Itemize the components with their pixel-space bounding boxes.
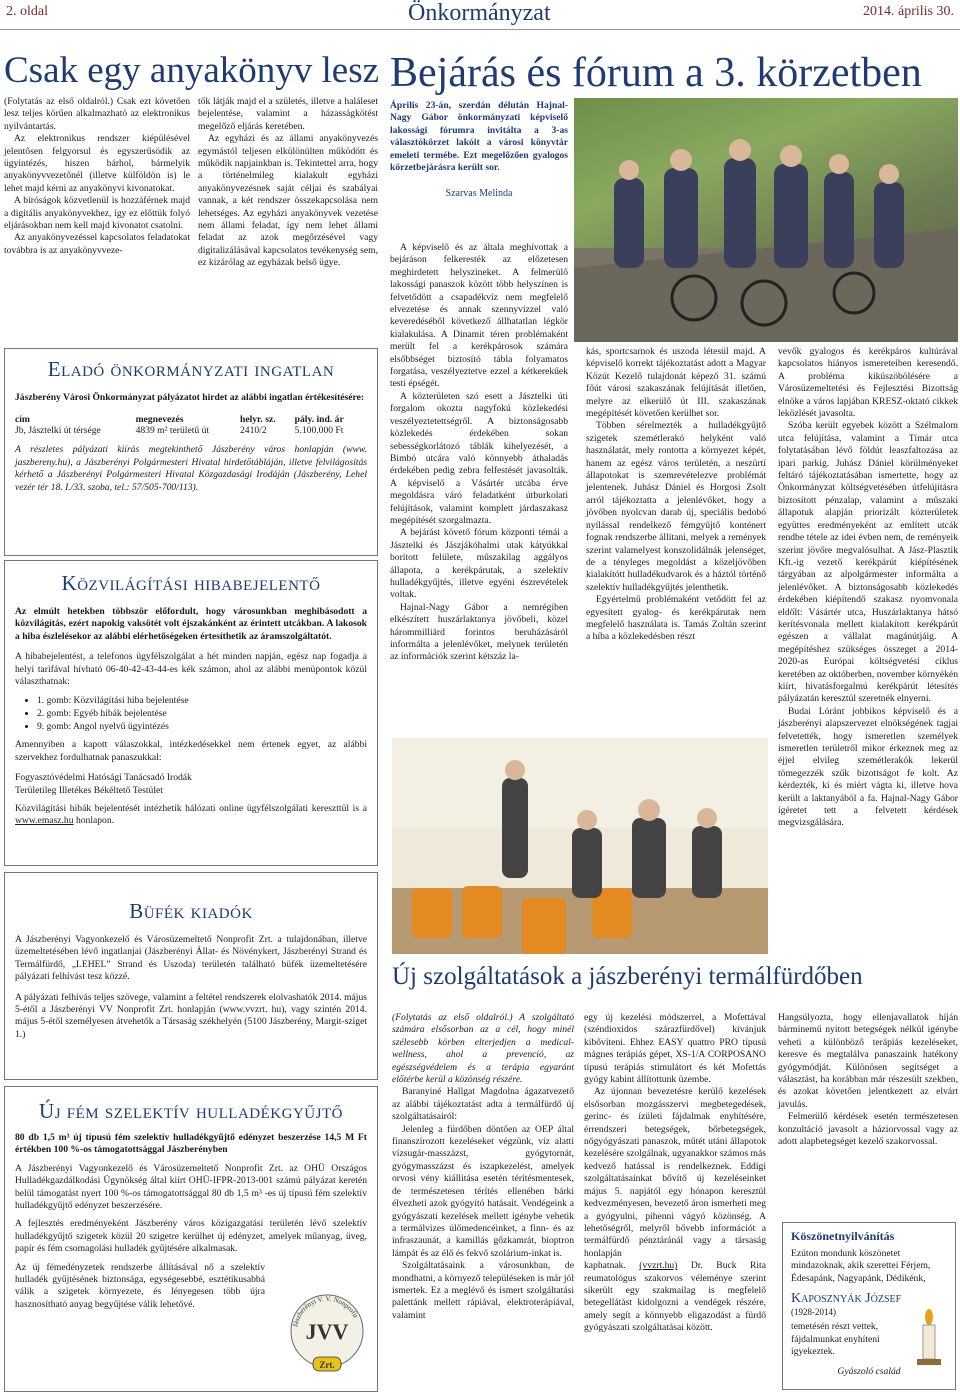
col-cim: cím <box>15 414 30 426</box>
bejaras-p7: Egyértelmű problémaként vetődött fel az egyesített gyalog- és kerékpárutak nem megfelelő használata is. Tamás Zoltán szerint a híba a közlekedésben részt <box>586 594 766 643</box>
gyujto-title: Új fém szelektív hulladékgyűjtő <box>39 1099 343 1123</box>
col-ar: pály. ind. ár <box>294 414 344 426</box>
jvv-logo-zrt: Zrt. <box>319 1360 335 1370</box>
gyujto-p2: A fejlesztés eredményeként Jászberény város közigazgatási területén lévő szelektív hulladékgyűjtő szigetek közül 20 szigetre kerülhet új edényzet, amelyek műanyag, üveg, papír és fém csomagolási hulladék gyűjtésére alkalmasak. <box>15 1218 367 1255</box>
anyakonyv-p2: Az elektronikus rendszer kiépülésével jelentősen felgyorsul és egyszerűsödik az ügyintézés, hiszen bárhol, bármelyik anyakönyvvezetőnél (illetve külföldön is) le lehet majd kérni az anyakönyvi kivonatokat. <box>4 133 190 194</box>
koszonet-box <box>782 1222 956 1390</box>
termal-p2: Baranyiné Hallgat Magdolna ágazatvezető az alábbi tájékoztatást adta a termálfürdő új szolgáltatásairól: <box>392 1086 574 1123</box>
list-item: • 1. gomb: Közvilágítási hiba bejelentése <box>37 694 367 707</box>
bejaras-p2: A közterületen szó esett a Jásztelki úti forgalom okozta nagyfokú közlekedési veszélyeztetettségről. A biztonságosabb közlekedés érdekében sokan sebességkorlátozó táblák kihelyezését, a Bimbó utcára való könnyebb áthaladás érdekében pedig zebra felfestését javasolták. A képviselő a Vásártér utcába érve megoldásra váró feladatként útburkolati felújítások, valamint komplett járdaszakasz megépítését szorgalmazta. <box>390 390 568 526</box>
anyakonyv-col1 <box>4 96 190 257</box>
bufek-title: Büfék kiadók <box>129 899 253 923</box>
termal-p8: Hangsúlyozta, hogy ellenjavallatok híján bárminemű nyitott betegségek nélkül igénybe veheti a különböző terápiás kezeléseket, keresve és megtalálva panaszaink hatékony gyógymódját. Különösen segítséget a választást, ha korábban már részesült szekben, és azokat követően jelentkezett az elvárt javulás. <box>778 1012 958 1110</box>
gyujto-p3: Az új fémedényzetek rendszerbe állításával nő a szelektív hulladék gyűjtésének biztonsága, egységesebbé, esztétikusabbá válik a szigetek környezete, és lényegesen több újra hasznosítható anyag begyűjtése válik lehetővé. <box>15 1261 265 1310</box>
koszonet-name: Kaposznyák József <box>791 1291 902 1307</box>
anyakonyv-p3: A bíróságok közvetlenül is hozzáférnek majd a digitális anyakönyvekhez, így ez előttük folyó eljárásokban nem kell majd kivonatot csatolni. <box>4 195 190 232</box>
kozvilagitas-p4 <box>15 803 367 828</box>
bejaras-col1 <box>390 242 568 664</box>
termal-p9: Felmerülő kérdések esetén természetesen konzultáció javasolt a háziorvossal vagy az adott alapbetegséget kezelő szakorvossal. <box>778 1111 958 1148</box>
termal-p6b-end: Dr. Buck Rita reumatológus szakorvos véleménye szerint sikerült egy szakmailag is megfelelő betegellátást kidolgozni a vendégek részére, amely segít a könnyebb eligazodást a fürdő gyógyászati szolgáltatásai között. <box>584 1260 766 1334</box>
cell-megnevezes: 4839 m² területű út <box>135 425 210 437</box>
bejaras-col3 <box>778 346 958 830</box>
koszonet-title: Köszönetnyilvánítás <box>791 1229 895 1243</box>
bejaras-photo-forum <box>392 738 768 954</box>
bufek-p2: A pályázati felhívás teljes szövege, valamint a feltétel rendszerek elolvashatók 2014. május 5-étől a Jászberényi VV Nonprofit Zrt. honlapján (www.vvzrt. hu), vagy szintén 2014. május 5-étől személyesen átvehetők a Társaság székhelyén (5100 Jászberény, Margit-sziget 1.) <box>15 991 367 1040</box>
kozvilagitas-p1: A hibabejelentést, a telefonos ügyfélszolgálat a hét minden napján, egész nap fogadja a helyi tarifával hívható 06-40-42-43-44-es kék számon, ahol az alábbi menüpontok közül választhatnak: <box>15 651 367 688</box>
jvv-logo-arc-text: Jászberényi V. V. Nonprofit <box>291 1294 360 1328</box>
bejaras-col2 <box>586 346 766 644</box>
bejaras-lead-col <box>390 100 568 205</box>
bejaras-p9: Szóba került egyebek között a Szélmalom utca felújítása, valamint a Tímár utca folytatásában lévő földút leaszfaltozása az ipari parkig. Juhász Dániel körülményeket feltáró tájékoztatásában ismertette, hogy az Önkormányzat költségvetésében útfelújításra biztosított pénzalap, valamint a műszaki állapotuk alapján priorizált közterületek együttes eredményeként az említett utcák rendbe tétele az idei évben nem, de reményeik szerint jövőre megvalósulhat. A Jász-Plasztik Kft.-ig vezető kerékpárút kiépítésének tárgyában az alpolgármester informálta a jelenlévőket. A biztonságosabb közlekedés érdekében kiépítendő szakasz nyomvonala eldőlt: Vásártér utca, Huszárlaktanya hátsó kerítésvonala mellett kialakított kerékpárút egészen a vállalat magánútjáig. A megépítéshez szükséges összeget a 2014-2020-as Európai költségvetési ciklus keretében az októberben, november környékén kiírt, hivatásforgalmú kerékpárút létesítés pályázatán keresztül szeretnék elnyerni. <box>778 420 958 705</box>
bejaras-p10: Budai Lóránt jobbikos képviselő és a jászberényi alapszervezet elnökségének tagjai felvetették, hogy ismeretlen személyek ismeretlen területről mikor érkeznek meg az éjjel elvileg szemétlerakók lekerül tömegezzék szűk bizottságot fe kolt. Az kérdezték, ki és miért vágta ki, illetve hova került a laktanyából a fa. Hajnal-Nagy Gábor ígéretet tett a felvetett kérdések megvizsgálására. <box>778 705 958 829</box>
ingatlan-details: A részletes pályázati kiírás megtekinthető Jászberény város honlapján (www. jaszbereny.hu), a Jászberényi Polgármesteri Hivatal hirdetőtábláján, illetve felvilágosítás kérhető a Jászberényi Polgármesteri Hivatal Közgazdasági Irodáján (Jászberény, Lehel vezér tér 18. I./33. szoba, tel.: 57/505-700/113). <box>15 444 367 493</box>
bejaras-p8: vevők gyalogos és kerékpáros kultúrával kapcsolatos hiányos ismereteiben keresendő. A probléma kiküszöbölésére a Városüzemeltetési és Fejlesztési Bizottság elnöke a város lapjában KRESZ-oktató cikkek leközlését javasolta. <box>778 346 958 420</box>
people-walking-image <box>574 98 958 342</box>
kozvilagitas-p4-end: honlapon. <box>75 815 115 827</box>
bejaras-p3: A bejárást követő fórum központi témái a Jásztelki és Jászjákóhalmi utak kátyúkkal borított felülete, műszakilag aggályos állapota, a kerékpárutak, a szelektív hulladékgyűjtés, illetve egyéni észrevételek voltak. <box>390 527 568 601</box>
koszonet-text2: temetésén részt vettek, fájdalmunkat enyhíteni igyekeztek. <box>791 1321 880 1358</box>
termal-col2 <box>584 1012 766 1335</box>
koszonet-text: Ezúton mondunk köszönetet mindazoknak, akik szerettei Férjem, Édesapánk, Nagyapánk, Dédikénk, <box>791 1248 931 1284</box>
koszonet-years: (1928-2014) <box>791 1307 836 1318</box>
termal-p1: (Folytatás az első oldalról.) A szolgáltató számára elsősorban az a cél, hogy minél szélesebb körben elterjedjen a medical-wellness, ahol a prevenció, az egészségvédelem és a terápia egyaránt előtérbe kerül a közönség részére. <box>392 1012 574 1086</box>
list-item: • 2. gomb: Egyéb hibák bejelentése <box>37 707 367 720</box>
kozvilagitas-title: Közvilágítási hibabejelentő <box>61 571 321 595</box>
section-title: Önkormányzat <box>408 0 551 26</box>
col-megnevezes: megnevezés <box>135 414 184 426</box>
col-helyrajzi: helyr. sz. <box>239 414 276 426</box>
kozvilagitas-p2: Amennyiben a kapott válaszokkal, intézkedésekkel nem értenek egyet, az alábbi szervekhez fordulhatnak panaszukkal: <box>15 739 367 763</box>
kozvilagitas-p3a: Fogyasztóvédelmi Hatósági Tanácsadó Irodák <box>15 772 192 784</box>
ingatlan-title: Eladó önkormányzati ingatlan <box>47 357 335 381</box>
list-item: • 9. gomb: Angol nyelvű ügyintézés <box>37 720 367 733</box>
bufek-p1: A Jászberényi Vagyonkezelő és Városüzemeltető Nonprofit Zrt. a tulajdonában, illetve üzemeltetésében lévő ingatlanjai (Jászberényi Állat- és Növénykert, Jászberényi Strand és Termálfürdő, „LEHEL” Strand és Uszoda) területén található büfék üzemeltetésére pályázati felhívást tesz közzé. <box>15 934 367 983</box>
kozvilagitas-p3b: Területileg Illetékes Békéltető Testület <box>15 784 163 796</box>
cell-cim: Jb, Jásztelki út térsége <box>15 425 101 437</box>
article-title-anyakonyv: Csak egy anyakönyv lesz <box>4 50 380 91</box>
bejaras-p1: A képviselő és az általa meghívottak a bejáráson felkeresték az előzetesen meghirdetett helyszíneket. A felmerülő lakossági panaszok között több helyszínen is felvetődött a csapadékvíz nem megfelelő elvezetése és annak szennyvízzel való keveredéséből következő állhatatlan légkör kialakulása. A Dinamit téren problémaként merült fel a kerékpárosok számára elsőbbséget biztosító tábla folyamatos forgatása, veszélyeztetve ezzel a kétkerekűek testi épségét. <box>390 242 568 390</box>
bufek-box <box>4 872 378 1080</box>
gyujto-box <box>4 1086 378 1392</box>
ingatlan-table <box>15 414 367 436</box>
menu-list <box>37 694 367 733</box>
anyakonyv-p6: Az egyházi és az állami anyakönyvezés egymástól teljesen elkülönülten működött és működik napjainkban is. Tekintettel arra, hogy a történelmileg kialakult egyházi anyakönyvezésnek saját céljai és szabályai vannak, a két rendszer összekapcsolása nem lehetséges. Az egyházi anyakönyvek vezetése nem állami feladat, így nem lehet állami feladat az azok megőrzésével vagy digitalizálásával kapcsolatos tevékenység sem, ez kizárólag az egyházak belső ügye. <box>198 133 378 269</box>
bejaras-author: Szarvas Melinda <box>445 188 513 200</box>
anyakonyv-col2 <box>198 96 378 270</box>
ingatlan-box <box>4 348 378 556</box>
termal-p6b <box>584 1260 766 1334</box>
termal-col1 <box>392 1012 574 1322</box>
issue-date: 2014. április 30. <box>863 4 954 19</box>
kozvilagitas-box <box>4 560 378 866</box>
cell-helyrajzi: 2410/2 <box>239 425 267 437</box>
gyujto-bold: 80 db 1,5 m³ új típusú fém szelektív hulladékgyűjtő edényzet beszerzése 14,5 M Ft értékben 100 %-os támogatottsággal Jászberényben <box>15 1132 367 1156</box>
termal-p3: Jelenleg a fürdőben döntően az OEP által finanszírozott kezeléseket végzünk, víz alatti vízsugár-masszázst, gyógytornát, gyógymasszázst és iszapkezelést, amelyek orvosi vény kiállítása esetén térítésmentesek, de természetesen térítés ellenében bárki élvezheti azok gyógyító hatásait. Vendégeink a gyógyászati kezelések mellett igénybe vehetik a termálvizes úlőmedencéinket, a finn- és az infraszaunát, a kamillás gőzkamrát, bioptron lámpát és az élő és fekvő szolárium-inkat is. <box>392 1123 574 1259</box>
termal-p5: egy új kezelési módszerrel, a Mofettával (széndioxidos szárazfürdővel) kívánjuk kibővíteni. Ehhez EASY quattro PRO típusú mágnes terápiás gépet, XS-1/A CORPOSANO típusú terápiás stimulátort és két Mofettás gyógy kabint állítottunk üzembe. <box>584 1012 766 1086</box>
anyakonyv-p4: Az anyakönyvezéssel kapcsolatos feladatokat továbbra is az anyakönyvveze- <box>4 232 190 256</box>
article-title-bejaras: Bejárás és fórum a 3. körzetben <box>390 50 922 96</box>
cell-ar: 5.100.000 Ft <box>294 425 344 437</box>
jvv-logo <box>287 1287 367 1383</box>
jvv-logo-icon <box>287 1287 367 1383</box>
bejaras-photo-walk <box>574 98 958 342</box>
termal-p6b-text: kaphatnak. <box>584 1260 626 1272</box>
table-row <box>15 425 367 436</box>
emasz-link[interactable]: www.emasz.hu <box>15 815 74 827</box>
forum-audience-image <box>392 738 768 954</box>
bejaras-p5: kás, sportcsarnok és uszoda létesül majd. A képviselő korrekt tájékoztatást adott a Magyar Közút Kezelő tulajdonát képező 31. számú főút városi szakaszának felújítását illetően, melyre az elkerülő út III. szakaszának megépítését követően kerülhet sor. <box>586 346 766 420</box>
article-title-termal: Új szolgáltatások a jászberényi termálfürdőben <box>392 963 863 990</box>
page-header <box>0 0 960 30</box>
jvv-logo-text: JVV <box>305 1319 349 1344</box>
koszonet-sign: Gyászoló család <box>837 1366 901 1378</box>
kozvilagitas-intro: Az elmúlt hetekben többször előfordult, hogy városunkban meghibásodott a közvilágítás, ezért napokig vaksötét volt éjszakánként az érintett utcákban. A lakosok a hiba észlelésekor az alábbi elérhetőségeken értesíthetik az áramszolgáltatót. <box>15 606 367 642</box>
bejaras-p6: Többen sérelmezték a hulladékgyűjtő szigetek szemétlerakó helyként való használatát, mely rontotta a környezet képét, hanem az egész város területén, a neszürtí állapotokat is szemrevételezve problémát jelentenek. Juhász Dániel és Horgosi Zsolt arról tájékoztatta a jelenlévőket, hogy a jövőben nyolcvan darab új, speciális bedobó nyílással rendelkező fémgyűjtő konténert fognak rendszerbe állítani, melyek a remények szerint valamelyest konszolidálnák jelenséget, de a tényleges megoldást a közeljövőben kialakítótt hulladékudvarok és a háztól történő szelektív hulladékgyűjtés jelenthetik. <box>586 420 766 593</box>
bejaras-p4: Hajnal-Nagy Gábor a nemrégiben elkészített huszárlaktanya jövőbeli, közel hárommilliárd forintos beruházásáról informálta a jelenlévőket, melynek területén az információk szerint kétszáz la- <box>390 601 568 663</box>
anyakonyv-p1: (Folytatás az első oldalról.) Csak ezt követően lesz teljes körűen alkalmazható az elektronikus nyilvántartás. <box>4 96 190 132</box>
termal-p6: Az újonnan bevezetésre kerülő kezelések elsősorban mozgásszervi megbetegedések, gerinc- és ízületi fájdalmak enyhítésére, érrendszeri betegségek, bőrbetegségek, nőgyógyászati panaszok, műtét utáni állapotok kezelésére szolgálnak, ugyanakkor számos más kedvező hatással is rendelkeznek. Eddigi szolgáltatásainkat bővítő új kezeléseinket május 5. napjától egy hónapon keresztül kedvezményesen, bevezető áron ismerheti meg a gyógyulni, pihenni vágyó közönség. A lehetőségről, melyről bővebb információt a termálfürdő pénztáránál vagy a társaság honlapján <box>584 1086 766 1259</box>
candle-icon <box>911 1309 947 1369</box>
vvzrt-link[interactable]: (vvzrt.hu) <box>639 1260 678 1272</box>
termal-col3 <box>778 1012 958 1148</box>
anyakonyv-p5: tők látják majd el a születés, illetve a haláleset bejelentése, valamint a házasságkötést megelőző eljárás keretében. <box>198 96 378 132</box>
termal-p4: Szolgáltatásaink a városunkban, de mondhatni, a környező településeken is már jól ismertek. Ez a meglévő és ismert szolgáltatási palettánk mellett rápiával, elektroterápiával, valamint <box>392 1260 574 1321</box>
page-number: 2. oldal <box>6 4 48 19</box>
bejaras-lead: Április 23-án, szerdán délután Hajnal-Nagy Gábor önkormányzati képviselő lakossági fórumra invitálta a 3-as választókörzet lakóit a városi könyvtár emeleti termébe. Ezt megelőzően gyalogos körzetbejárásra került sor. <box>390 100 568 174</box>
kozvilagitas-p4-text: Közvilágítási hibák bejelentését intézhetik hálózati online ügyfélszolgálati kereszttül is a <box>15 803 367 815</box>
ingatlan-table-header <box>15 414 367 425</box>
ingatlan-intro: Jászberény Városi Önkormányzat pályázatot hirdet az alábbi ingatlan értékesítésére: <box>15 392 365 403</box>
gyujto-p1: A Jászberényi Vagyonkezelő és Városüzemeltető Nonprofit Zrt. az OHÜ Országos Hulladékgazdálkodási Ügynökség által kiírt OHÜ-IFPR-2013-001 számú pályázat keretén belül támogatást nyert 100 %-os támogatottsággal 80 db 1,5 m³ -es új típusú fém szelektív hulladékgyűjtő edényzet beszerzésére. <box>15 1162 367 1212</box>
